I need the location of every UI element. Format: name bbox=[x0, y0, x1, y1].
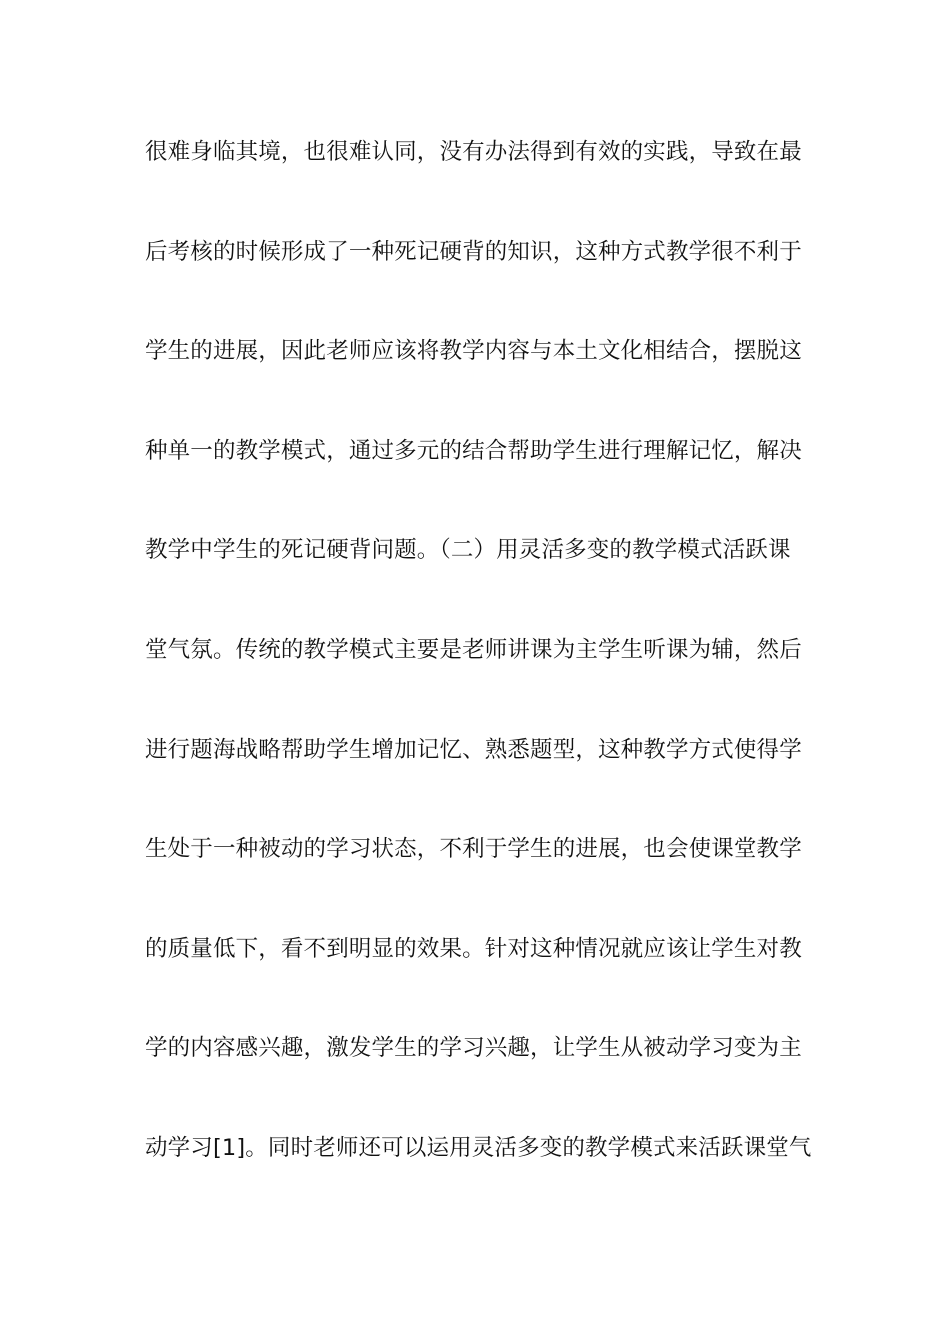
text-line: 学的内容感兴趣，激发学生的学习兴趣，让学生从被动学习变为主 bbox=[145, 1035, 802, 1062]
text-line: 的质量低下，看不到明显的效果。针对这种情况就应该让学生对教 bbox=[145, 935, 802, 962]
text-line: 堂气氛。传统的教学模式主要是老师讲课为主学生听课为辅，然后 bbox=[145, 636, 802, 663]
body-text bbox=[145, 132, 825, 1228]
text-line: 学生的进展，因此老师应该将教学内容与本土文化相结合，摆脱这 bbox=[145, 338, 802, 365]
text-line: 动学习[1]。同时老师还可以运用灵活多变的教学模式来活跃课堂气 bbox=[145, 1134, 812, 1161]
text-line: 很难身临其境，也很难认同，没有办法得到有效的实践，导致在最 bbox=[145, 139, 802, 165]
text-line: 生处于一种被动的学习状态，不利于学生的进展，也会使课堂教学 bbox=[145, 836, 802, 863]
text-line: 进行题海战略帮助学生增加记忆、熟悉题型，这种教学方式使得学 bbox=[145, 736, 802, 763]
text-line: 种单一的教学模式，通过多元的结合帮助学生进行理解记忆，解决 bbox=[145, 437, 802, 464]
text-line: 教学中学生的死记硬背问题。（二）用灵活多变的教学模式活跃课 bbox=[145, 537, 791, 564]
text-line: 后考核的时候形成了一种死记硬背的知识，这种方式教学很不利于 bbox=[145, 238, 802, 265]
